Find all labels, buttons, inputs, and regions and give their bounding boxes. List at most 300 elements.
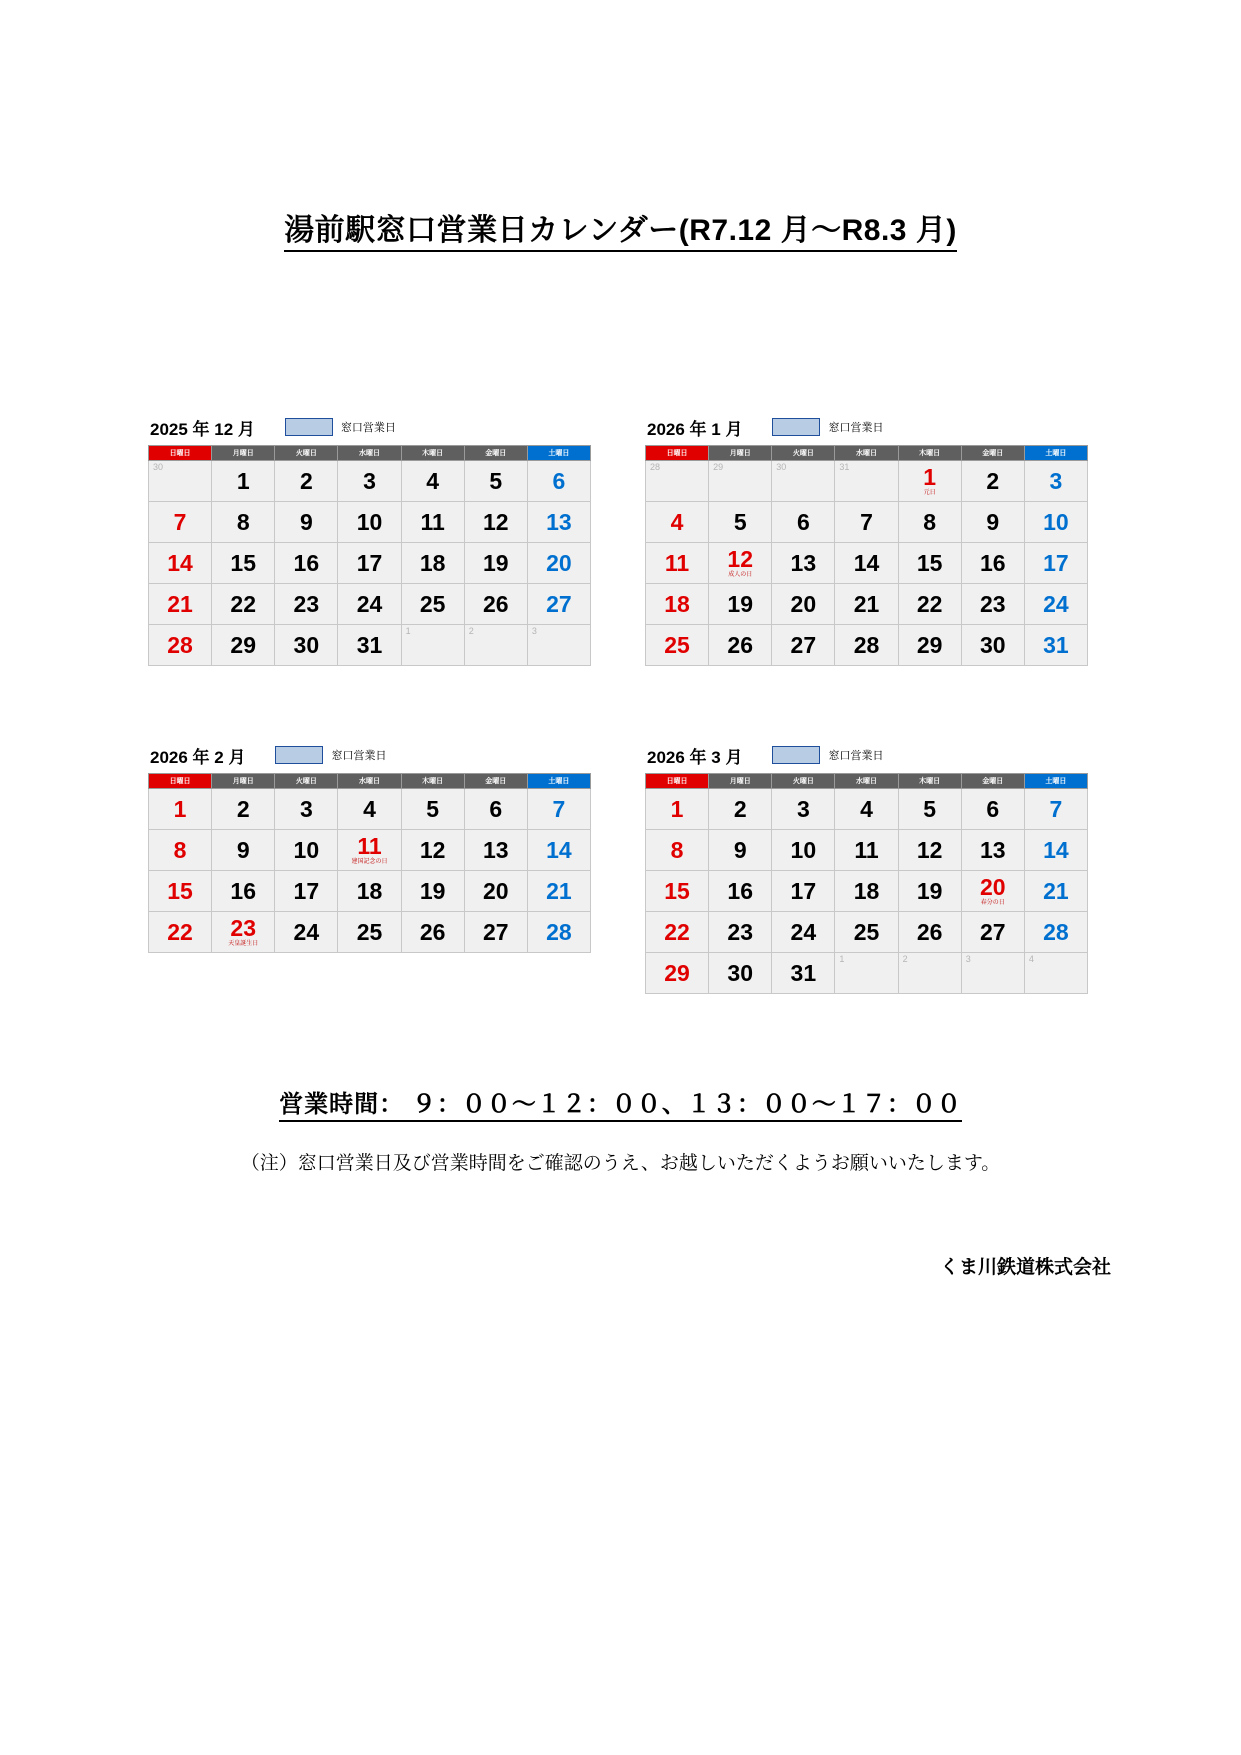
calendar-day [212,584,275,625]
day-number: 5 [426,795,440,822]
day-number: 4 [363,795,376,822]
legend [285,418,396,436]
calendar-day-open [1024,584,1087,625]
calendar-day [212,502,275,543]
day-number: 28 [546,918,572,945]
day-number: 17 [790,877,817,904]
calendar-day [709,625,772,666]
day-number: 12 [419,836,446,863]
calendar-table [148,773,591,953]
calendar-day [401,830,464,871]
legend [275,746,386,764]
weekday-header-2: 火曜日 [275,774,338,789]
calendar-week-row [646,461,1088,502]
day-number: 20 [546,549,572,576]
day-number: 1 [839,954,845,964]
day-number: 27 [546,590,572,617]
weekday-header-6: 土曜日 [1024,446,1087,461]
calendar-week-row [149,871,591,912]
weekday-header-5: 金曜日 [961,446,1024,461]
calendar-day [772,830,835,871]
day-number: 6 [986,795,1000,822]
day-number: 30 [727,959,753,986]
calendar-day [338,871,401,912]
day-number: 3 [531,626,537,636]
day-number: 25 [853,918,880,945]
weekday-header-1: 月曜日 [709,774,772,789]
calendar-day [275,543,338,584]
calendar-day [275,461,338,502]
day-number: 6 [796,508,810,535]
day-number: 29 [230,631,256,658]
day-number: 3 [363,467,376,494]
day-number: 24 [1043,590,1069,617]
day-number: 10 [1043,508,1069,535]
day-number: 21 [167,590,193,617]
calendar-day [835,625,898,666]
legend-swatch [285,418,333,436]
calendar-day [709,461,772,502]
weekday-header-1: 月曜日 [212,774,275,789]
day-number: 16 [293,549,320,576]
legend-label: 窓口営業日 [331,750,387,762]
calendar-day [464,912,527,953]
calendar-day [338,584,401,625]
calendar-week-row [149,912,591,953]
calendar-day [338,461,401,502]
day-number: 30 [776,462,787,472]
calendar-day [835,502,898,543]
calendar-day [1024,461,1087,502]
legend-label: 窓口営業日 [340,422,396,434]
weekday-header-6: 土曜日 [527,446,590,461]
day-number: 1 [173,795,187,822]
calendar-day [835,543,898,584]
calendar-day [835,789,898,830]
day-number: 22 [167,918,193,945]
weekday-header-row [149,446,591,461]
day-number: 25 [356,918,383,945]
calendar-day [401,625,464,666]
calendar-day [898,789,961,830]
day-number: 18 [356,877,383,904]
calendar-day-open [149,543,212,584]
day-number: 11 [664,549,690,576]
day-number: 31 [1043,631,1069,658]
weekday-header-5: 金曜日 [961,774,1024,789]
day-number: 1 [670,795,684,822]
day-number: 2 [236,795,250,822]
calendar-day [212,543,275,584]
calendar-week-row [646,789,1088,830]
calendar-week-row [646,584,1088,625]
calendar-day [709,789,772,830]
calendar-week-row [149,461,591,502]
day-number: 13 [790,549,817,576]
business-hours [0,1084,1241,1119]
calendar-day [646,543,709,584]
day-number: 19 [727,590,753,617]
weekday-header-6: 土曜日 [1024,774,1087,789]
calendar-week-row [149,625,591,666]
calendar-day [527,912,590,953]
calendar-week-row [149,584,591,625]
calendar-week-row [149,789,591,830]
calendar-day [835,871,898,912]
calendar-day [275,871,338,912]
day-number: 30 [293,631,320,658]
calendar-day [338,789,401,830]
notice-text: （注）窓口営業日及び営業時間をご確認のうえ、お越しいただくようお願いいたします。 [240,1153,1001,1174]
weekday-header-5: 金曜日 [464,774,527,789]
day-number: 21 [546,877,572,904]
legend-label: 窓口営業日 [828,750,884,762]
day-number: 23 [293,590,320,617]
calendar-day [1024,502,1087,543]
holiday-note: 元日 [923,489,936,496]
day-number: 14 [1043,836,1069,863]
calendar-title: 2026 年 1 月 [647,419,743,439]
day-number: 12 [482,508,509,535]
calendar-day [646,953,709,994]
weekday-header-3: 水曜日 [835,446,898,461]
day-number: 19 [419,877,446,904]
calendar-day [464,461,527,502]
weekday-header-3: 水曜日 [338,446,401,461]
day-number: 26 [419,918,446,945]
day-number: 18 [419,549,446,576]
calendar-header [645,743,1088,767]
calendar-2026-01 [645,415,1088,666]
day-number: 13 [482,836,509,863]
calendar-day [835,461,898,502]
day-number: 11 [854,836,879,863]
calendar-day [772,461,835,502]
calendar-day [1024,830,1087,871]
weekday-header-row [149,774,591,789]
day-number: 8 [670,836,684,863]
day-number: 29 [664,959,690,986]
calendar-week-row [646,953,1088,994]
calendar-day [464,789,527,830]
calendar-day [1024,871,1087,912]
day-number: 26 [727,631,753,658]
day-number: 20 [979,873,1006,900]
calendar-day [401,543,464,584]
calendar-day [149,912,212,953]
calendar-day [401,461,464,502]
day-number: 23 [979,590,1006,617]
day-number: 31 [839,462,850,472]
weekday-header-5: 金曜日 [464,446,527,461]
calendar-day-open [527,789,590,830]
weekday-header-0: 日曜日 [149,774,212,789]
day-number: 28 [650,462,661,472]
weekday-header-row [646,774,1088,789]
weekday-header-0: 日曜日 [646,774,709,789]
calendar-day [898,584,961,625]
day-number: 13 [546,508,572,535]
day-number: 18 [664,590,690,617]
calendar-table [148,445,591,666]
calendar-week-row [646,871,1088,912]
day-number: 7 [1049,795,1063,822]
calendar-day [464,543,527,584]
calendar-day-open [646,830,709,871]
calendar-day [961,912,1024,953]
legend [772,418,883,436]
calendar-day [212,789,275,830]
calendar-day [212,830,275,871]
day-number: 2 [733,795,747,822]
calendar-header [148,415,591,439]
calendar-day [772,953,835,994]
day-number: 7 [173,508,187,535]
calendar-day [338,625,401,666]
calendar-day [898,871,961,912]
calendar-day [338,912,401,953]
day-number: 31 [356,631,383,658]
calendar-day [401,871,464,912]
calendar-day [772,625,835,666]
day-number: 5 [733,508,747,535]
day-number: 8 [923,508,937,535]
day-number: 3 [299,795,313,822]
page-title [0,205,1241,249]
calendar-day [275,789,338,830]
day-number: 29 [713,462,724,472]
calendar-day-open [709,543,772,584]
calendar-day [275,625,338,666]
day-number: 27 [979,918,1006,945]
day-number: 17 [356,549,383,576]
calendar-day-open [646,871,709,912]
calendar-day [772,871,835,912]
calendar-day-open [646,912,709,953]
legend-swatch [772,746,820,764]
day-number: 12 [727,545,753,572]
calendar-day [835,830,898,871]
calendar-day [898,830,961,871]
calendar-day [338,543,401,584]
day-number: 11 [420,508,445,535]
day-number: 28 [853,631,880,658]
day-number: 15 [230,549,256,576]
day-number: 22 [664,918,690,945]
calendar-day [961,584,1024,625]
calendar-day [709,502,772,543]
calendar-day [1024,953,1087,994]
day-number: 15 [167,877,193,904]
day-number: 19 [916,877,943,904]
calendar-day [772,789,835,830]
day-number: 10 [356,508,383,535]
calendar-day [464,584,527,625]
calendar-week-row [149,543,591,584]
calendar-day [898,502,961,543]
day-number: 26 [916,918,943,945]
day-number: 1 [405,626,411,636]
calendar-title: 2026 年 2 月 [150,747,246,767]
calendar-day [275,584,338,625]
day-number: 29 [916,631,943,658]
calendar-day [898,953,961,994]
calendar-day-open [149,502,212,543]
calendar-day [1024,789,1087,830]
calendar-day [527,830,590,871]
weekday-header-3: 水曜日 [835,774,898,789]
calendar-day [835,953,898,994]
day-number: 21 [853,590,880,617]
day-number: 19 [482,549,509,576]
calendar-day [338,830,401,871]
day-number: 7 [860,508,873,535]
calendar-day [961,789,1024,830]
calendar-day [961,461,1024,502]
day-number: 2 [468,626,474,636]
calendar-title: 2026 年 3 月 [647,747,743,767]
calendar-day [709,953,772,994]
calendar-day [464,830,527,871]
legend [772,746,883,764]
calendar-day [961,953,1024,994]
calendar-table [645,445,1088,666]
day-number: 17 [293,877,320,904]
holiday-note: 建国記念の日 [351,858,388,865]
weekday-header-row [646,446,1088,461]
calendar-2026-03 [645,743,1088,994]
calendar-day [149,461,212,502]
calendar-2026-02 [148,743,591,953]
calendar-day [772,584,835,625]
day-number: 24 [790,918,817,945]
calendar-day [961,871,1024,912]
day-number: 8 [236,508,250,535]
weekday-header-2: 火曜日 [275,446,338,461]
weekday-header-3: 水曜日 [338,774,401,789]
calendar-day [464,502,527,543]
day-number: 27 [790,631,817,658]
calendar-day-open [149,830,212,871]
calendar-day [709,912,772,953]
holiday-note: 成人の日 [728,571,753,578]
day-number: 30 [153,462,164,472]
calendar-week-row [646,830,1088,871]
calendar-day [898,543,961,584]
calendar-day-open [646,584,709,625]
holiday-note: 天皇誕生日 [228,940,259,947]
calendar-day [149,625,212,666]
day-number: 2 [299,467,313,494]
calendar-day [1024,625,1087,666]
calendar-day [275,830,338,871]
calendar-day [527,871,590,912]
legend-label: 窓口営業日 [828,422,884,434]
calendar-day [401,789,464,830]
calendar-day [464,625,527,666]
day-number: 14 [546,836,572,863]
weekday-header-2: 火曜日 [772,446,835,461]
day-number: 8 [173,836,187,863]
calendar-day [527,543,590,584]
day-number: 3 [796,795,810,822]
calendar-day [275,912,338,953]
weekday-header-6: 土曜日 [527,774,590,789]
day-number: 24 [293,918,320,945]
day-number: 28 [167,631,193,658]
weekday-header-4: 木曜日 [898,446,961,461]
calendar-title: 2025 年 12 月 [150,419,255,439]
business-hours-text: 営業時間： ９：００～１２：００、１３：００～１７：００ [279,1091,962,1122]
day-number: 16 [230,877,256,904]
day-number: 4 [1028,954,1034,964]
weekday-header-1: 月曜日 [709,446,772,461]
calendar-day-open [149,789,212,830]
calendar-2025-12 [148,415,591,666]
day-number: 26 [482,590,509,617]
day-number: 17 [1043,549,1069,576]
day-number: 5 [489,467,503,494]
day-number: 9 [733,836,747,863]
calendar-week-row [646,625,1088,666]
day-number: 9 [236,836,250,863]
day-number: 9 [299,508,313,535]
calendar-day [275,502,338,543]
calendar-header [148,743,591,767]
day-number: 16 [727,877,753,904]
calendar-day [212,461,275,502]
calendar-day-open [212,912,275,953]
day-number: 15 [664,877,690,904]
calendar-table [645,773,1088,994]
calendar-day-open [1024,912,1087,953]
calendar-day [338,502,401,543]
weekday-header-0: 日曜日 [149,446,212,461]
day-number: 30 [979,631,1006,658]
calendar-day-open [646,789,709,830]
day-number: 24 [356,590,383,617]
calendar-day [212,625,275,666]
calendar-day [709,830,772,871]
calendar-day-open [149,871,212,912]
calendar-day [898,625,961,666]
weekday-header-2: 火曜日 [772,774,835,789]
calendar-day [1024,543,1087,584]
calendar-day [646,461,709,502]
day-number: 4 [426,467,440,494]
day-number: 11 [357,832,382,859]
calendar-day [527,625,590,666]
calendar-day [898,461,961,502]
day-number: 2 [902,954,908,964]
day-number: 12 [916,836,943,863]
day-number: 9 [986,508,1000,535]
calendar-day [401,502,464,543]
day-number: 23 [230,914,256,941]
calendar-day [772,912,835,953]
calendar-day [709,584,772,625]
day-number: 25 [419,590,446,617]
day-number: 1 [236,467,250,494]
day-number: 13 [979,836,1006,863]
day-number: 14 [167,549,193,576]
calendar-day-open [149,584,212,625]
page-title-text: 湯前駅窓口営業日カレンダー(R7.12 月～R8.3 月) [284,214,957,252]
weekday-header-4: 木曜日 [401,774,464,789]
day-number: 25 [664,631,690,658]
day-number: 3 [1049,467,1063,494]
day-number: 22 [230,590,256,617]
